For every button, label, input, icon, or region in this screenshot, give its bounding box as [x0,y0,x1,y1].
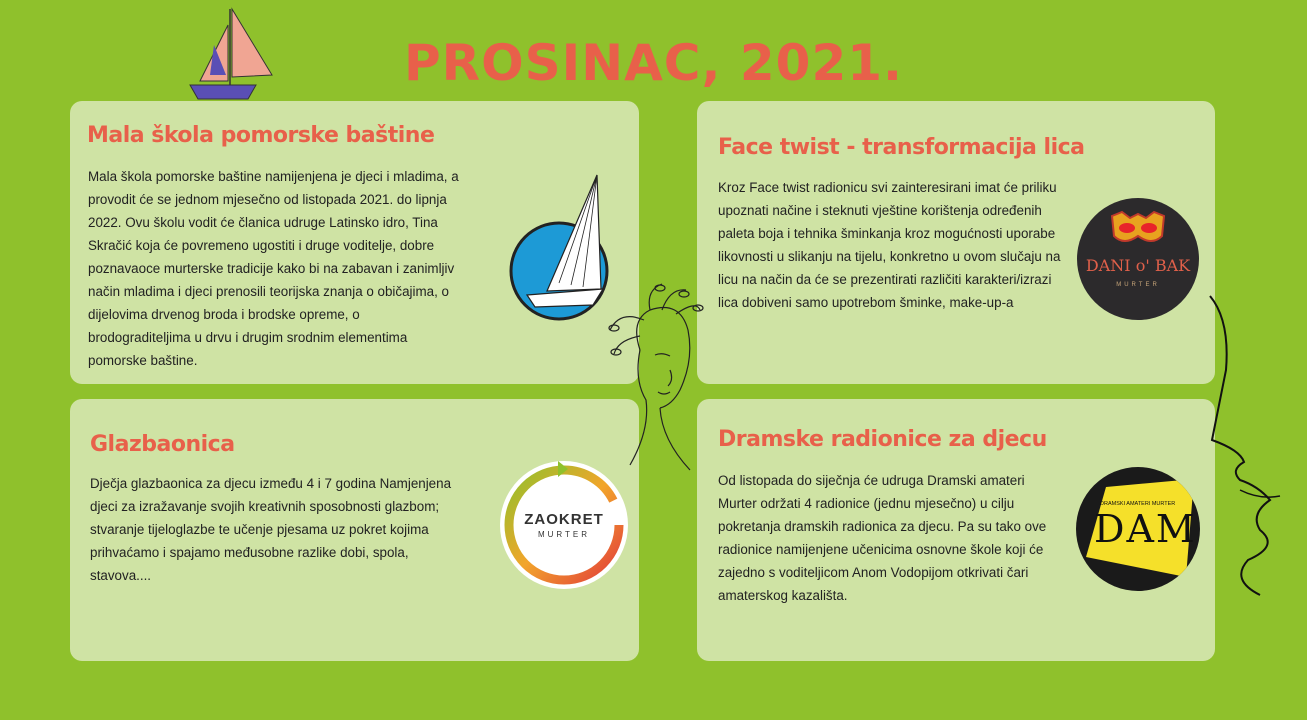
card-title: Face twist - transformacija lica [718,135,1085,160]
card-text: Od listopada do siječnja će udruga Dramski amateri Murter održati 4 radionice (jednu mjesečno) u cilju pokretanja dramskih radionica za djecu. Pa su tako ove radionice namijenjene učenicima osnovne škole koji će zajedno s voditeljicom Anom Vodopijom otkrivati čari amaterskog kazališta. [718,473,1047,603]
card-pomorska-bastina [70,101,639,384]
dani-od-bak-logo [1077,198,1199,320]
card-text: Mala škola pomorske baštine namijenjena je djeci i mladima, a provodit će se jednom mjesečno od listopada 2021. do lipnja 2022. Ovu školu vodit će članica udruge Latinsko idro, Tina Skračić koja će povremeno ugostiti i druge voditelje, dobre poznavaoce murterske tradicije kako bi na zabavan i zanimljiv način mladima i djeci prenosili teorijska znanja o običajima, o dijelovima drvenog broda i brodske opreme, o brodograditeljima u drvu i drugim srodnim elementima pomorske baštine. [88,169,459,368]
card-title: Glazbaonica [90,432,235,457]
dani-od-bak-logo-text: DANI o' BAK [1085,256,1191,275]
card-glazbaonica [70,399,639,661]
dani-od-bak-logo-sub: MURTER [1116,282,1160,288]
zaokret-logo-sub: MURTER [537,530,591,539]
card-text: Kroz Face twist radionicu svi zainteresirani imat će priliku upoznati načine i steknuti vještine korištenja određenih paleta boja i tehnika šminkanja kroz mogućnosti uporabe likovnosti u slikanju na tijelu, konkretno u ovom slučaju na licu na način da će se prezentirati različiti karakteri/izrazi lica dobiveni samo upotrebom šminke, make-up-a [718,180,1061,310]
card-text: Dječja glazbaonica za djecu između 4 i 7 godina Namjenjena djeci za izražavanje svojih kreativnih sposobnosti glazbom; stvaranje tijeloglazbe te učenje pjesama uz pokret kojima prihvaćamo i spajamo međusobne razlike dobi, spola, stavova.... [90,476,452,583]
dam-logo-sub: DRAMSKI AMATERI MURTER [1100,501,1176,507]
card-face-twist [697,101,1215,384]
dam-logo-text: DAM [1094,507,1197,551]
face-profile-line-art [1200,290,1300,600]
card-title: Mala škola pomorske baštine [87,123,435,148]
card-dramske-radionice [697,399,1215,661]
mask-icon [1108,210,1168,250]
card-title: Dramske radionice za djecu [718,427,1047,452]
zaokret-logo-text: ZAOKRET [524,511,604,528]
page-title: PROSINAC, 2021. [403,34,904,92]
sailboat-illustration [182,5,282,101]
dam-logo [1076,467,1200,591]
plant-head-line-art [600,280,710,480]
sailboat-logo [507,173,615,321]
